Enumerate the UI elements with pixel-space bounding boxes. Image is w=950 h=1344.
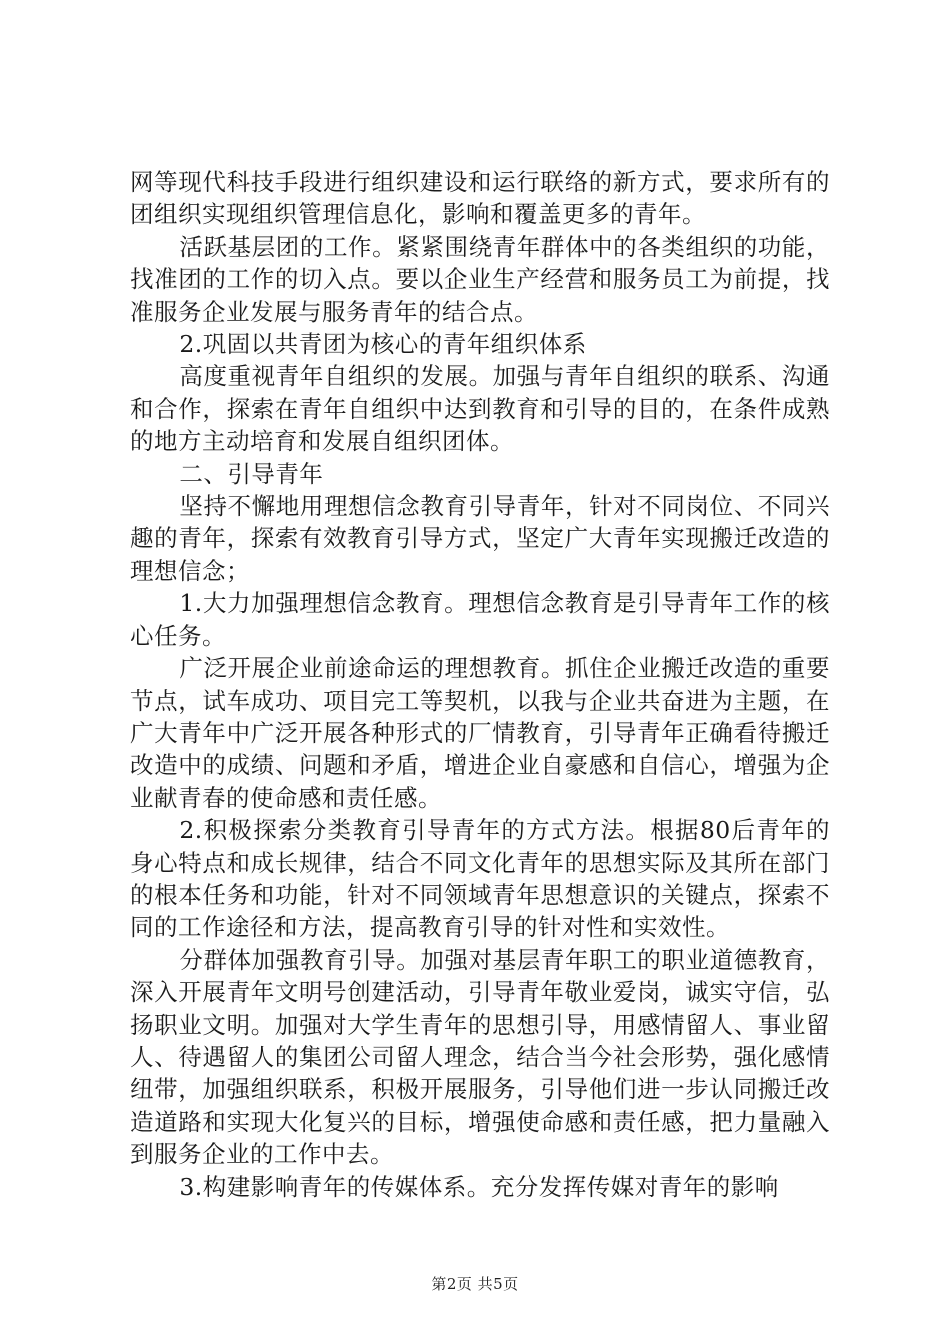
paragraph: 坚持不懈地用理想信念教育引导青年，针对不同岗位、不同兴趣的青年，探索有效教育引导方式，坚定广大青年实现搬迁改造的理想信念； <box>130 492 830 585</box>
paragraph: 3.构建影响青年的传媒体系。充分发挥传媒对青年的影响 <box>179 1172 779 1201</box>
document-body <box>130 166 830 1203</box>
paragraph: 广泛开展企业前途命运的理想教育。抓住企业搬迁改造的重要节点，试车成功、项目完工等契机，以我与企业共奋进为主题，在广大青年中广泛开展各种形式的厂情教育，引导青年正确看待搬迁改造中的成绩、问题和矛盾，增进企业自豪感和自信心，增强为企业献青春的使命感和责任感。 <box>130 654 830 812</box>
paragraph: 2.积极探索分类教育引导青年的方式方法。根据80后青年的身心特点和成长规律，结合不同文化青年的思想实际及其所在部门的根本任务和功能，针对不同领域青年思想意识的关键点，探索不同的工作途径和方法，提高教育引导的针对性和实效性。 <box>130 816 830 942</box>
paragraph: 网等现代科技手段进行组织建设和运行联络的新方式，要求所有的团组织实现组织管理信息化，影响和覆盖更多的青年。 <box>130 168 830 229</box>
paragraph: 活跃基层团的工作。紧紧围绕青年群体中的各类组织的功能，找准团的工作的切入点。要以企业生产经营和服务员工为前提，找准服务企业发展与服务青年的结合点。 <box>130 232 830 326</box>
page-number-footer: 第2页 共5页 <box>431 1275 519 1293</box>
paragraph: 1.大力加强理想信念教育。理想信念教育是引导青年工作的核心任务。 <box>130 589 830 650</box>
paragraph: 高度重视青年自组织的发展。加强与青年自组织的联系、沟通和合作，探索在青年自组织中达到教育和引导的目的，在条件成熟的地方主动培育和发展自组织团体。 <box>130 362 830 456</box>
paragraph: 分群体加强教育引导。加强对基层青年职工的职业道德教育，深入开展青年文明号创建活动，引导青年敬业爱岗，诚实守信，弘扬职业文明。加强对大学生青年的思想引导，用感情留人、事业留人、待遇留人的集团公司留人理念，结合当今社会形势，强化感情纽带，加强组织联系，积极开展服务，引导他们进一步认同搬迁改造道路和实现大化复兴的目标，增强使命感和责任感，把力量融入到服务企业的工作中去。 <box>130 945 830 1169</box>
section-heading: 二、引导青年 <box>179 459 324 488</box>
section-heading: 2.巩固以共青团为核心的青年组织体系 <box>179 330 587 359</box>
